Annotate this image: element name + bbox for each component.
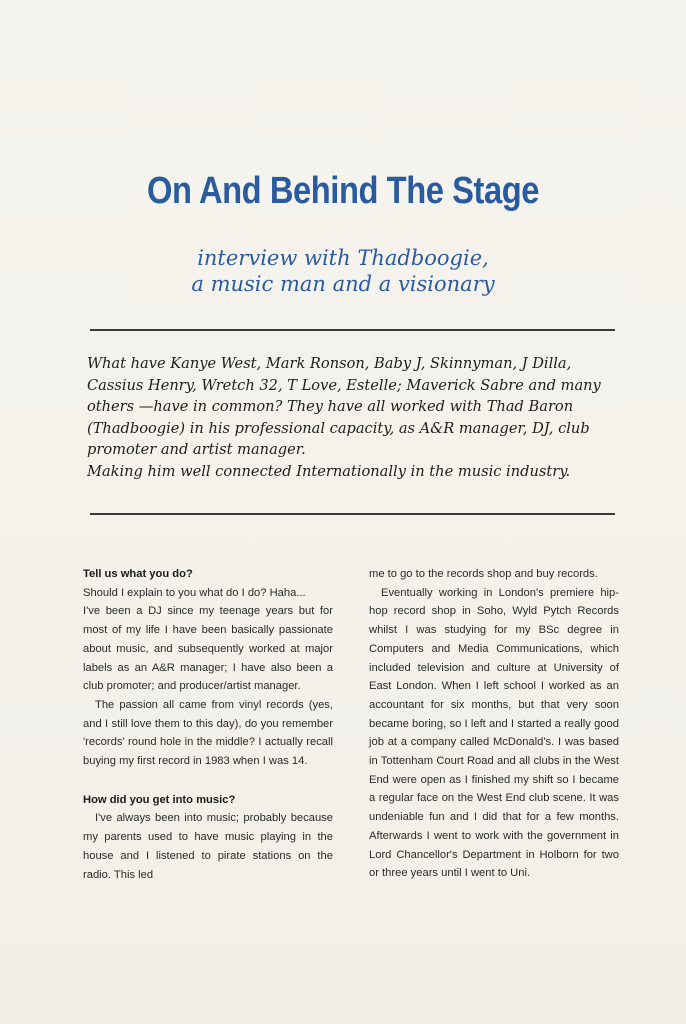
intro-block bbox=[87, 353, 622, 482]
top-divider bbox=[90, 329, 615, 331]
article-subtitle-line-1: interview with Thadboogie, bbox=[197, 246, 489, 270]
right-column bbox=[369, 565, 619, 883]
answer-paragraph: I've always been into music; probably because my parents used to have music playing in the house and I listened to pirate stations on the radio. This led bbox=[83, 812, 333, 881]
answer-paragraph: Eventually working in London's premiere hip-hop record shop in Soho, Wyld Pytch Records whilst I was studying for my BSc degree in Computers and Media Communications, which included television and culture at University of East London. When I left school I worked as an accountant for six months, but that very soon became boring, so I left and I started a really good job at a company called McDonald's. I was based in Tottenham Court Road and all clubs in the West End were open as I finished my shift so I became a regular face on the West End club scene. It was undeniable fun and I did that for a few months. Afterwards I went to work with the government in Lord Chancellor's Department in Holborn for two or three years until I went to Uni. bbox=[369, 586, 619, 880]
left-column bbox=[83, 565, 333, 884]
intro-paragraph: What have Kanye West, Mark Ronson, Baby J, Skinnyman, J Dilla, Cassius Henry, Wretch 32, T Love, Estelle; Maverick Sabre and many others —have in common? They have all worked with Thad Baron (Thadboogie) in his professional capacity, as A&R manager, DJ, club promoter and artist manager. bbox=[87, 355, 601, 458]
answer-paragraph: me to go to the records shop and buy records. bbox=[369, 568, 598, 580]
bottom-divider bbox=[90, 513, 615, 515]
question-heading: Tell us what you do? bbox=[83, 568, 193, 580]
article-title: On And Behind The Stage bbox=[147, 170, 539, 212]
intro-closing: Making him well connected Internationally in the music industry. bbox=[87, 462, 571, 480]
answer-paragraph: The passion all came from vinyl records (yes, and I still love them to this day), do you remember 'records' round hole in the middle? I actually recall buying my first record in 1983 when I was 14. bbox=[83, 698, 333, 768]
question-heading: How did you get into music? bbox=[83, 793, 236, 806]
article-subtitle-line-2: a music man and a visionary bbox=[191, 272, 495, 296]
answer-paragraph: Should I explain to you what do I do? Haha... bbox=[83, 586, 306, 599]
answer-paragraph: I've been a DJ since my teenage years but for most of my life I have been basically passionate about music, and subsequently worked at major labels as an A&R manager; I have also been a club promoter; and producer/artist manager. bbox=[83, 605, 333, 693]
